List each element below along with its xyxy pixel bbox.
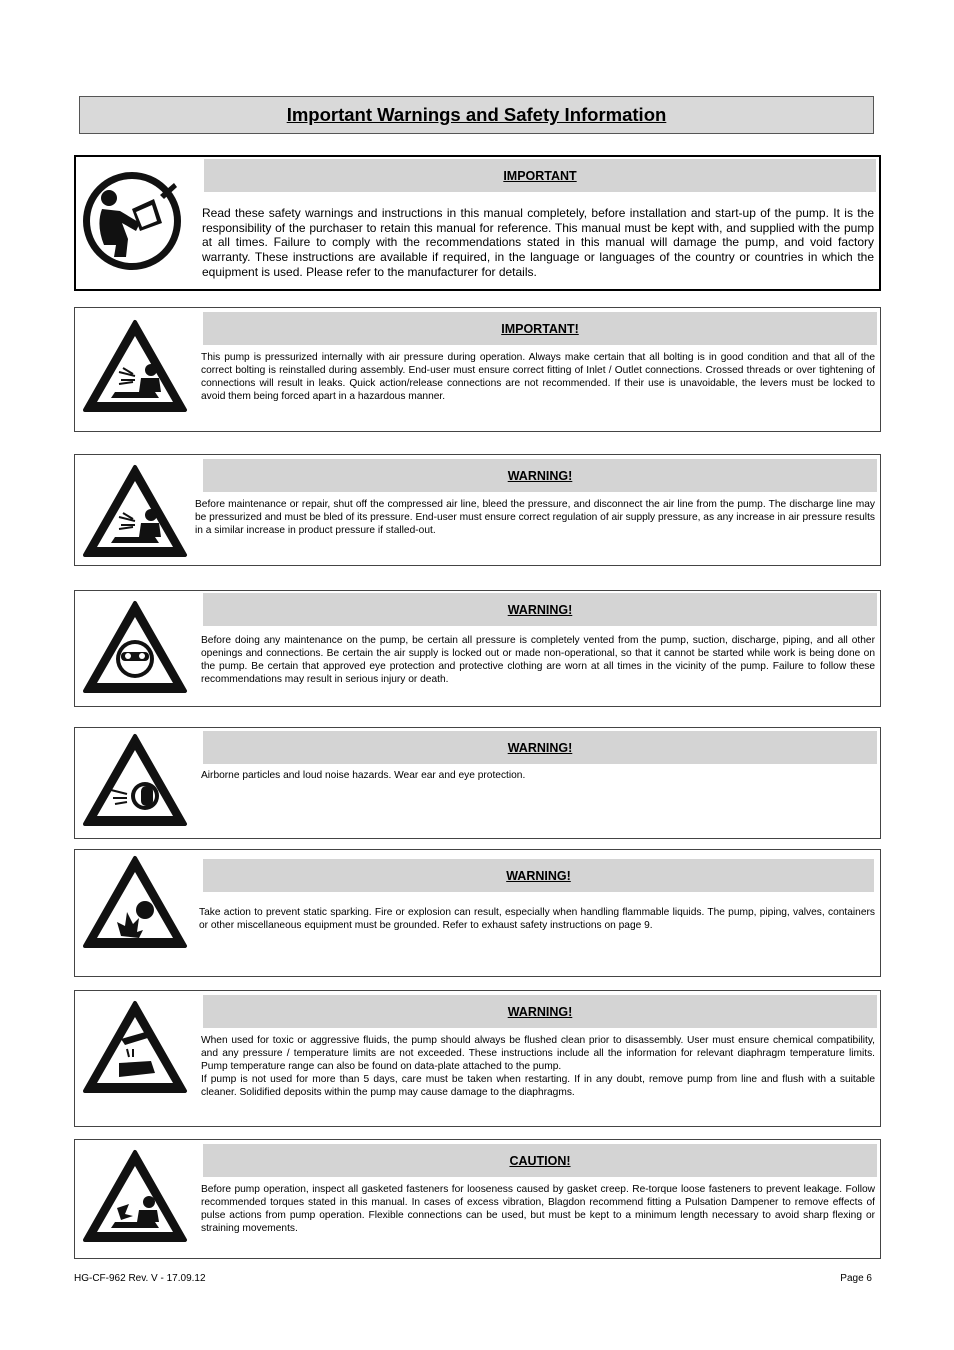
- section-heading: WARNING!: [506, 868, 571, 883]
- section-heading: IMPORTANT: [503, 168, 577, 183]
- pressure-spray-warning-icon: [81, 463, 189, 573]
- warning-toxic-section: [74, 990, 881, 1127]
- caution-fasteners-section: [74, 1139, 881, 1259]
- warning-static-section: [74, 849, 881, 977]
- read-manual-icon: [82, 165, 190, 275]
- section-text: Read these safety warnings and instructions in this manual completely, before installation and start-up of the pump. It is the responsibility of the purchaser to retain this manual for reference. This manual must be kept with, and supplied with the pump at all times. Failure to comply with the recommendations stated in this manual will damage the pump, and void factory warranty. These instructions are available if required, in the language or languages of the country or countries in which the equipment is used. Please refer to the manufacturer for details.: [202, 206, 874, 279]
- pressure-spray-warning-icon: [81, 318, 189, 428]
- page-title: Important Warnings and Safety Information: [286, 104, 667, 125]
- explosion-warning-icon: [81, 854, 189, 964]
- burst-hazard-warning-icon: [81, 1148, 189, 1258]
- section-heading-bar: [203, 1144, 877, 1177]
- important-manual-section: [74, 155, 881, 291]
- section-text: Before doing any maintenance on the pump, be certain all pressure is completely vented from the pump, suction, discharge, piping, and all other openings and connections. Be certain the air supply is locked out or made non-operational, so that it cannot be started while work is being done on the pump. Be certain that approved eye protection and protective clothing are worn at all times in the vicinity of the pump. Failure to follow these recommendations may result in serious injury or death.: [201, 635, 875, 685]
- section-heading-bar: [203, 593, 877, 626]
- section-text: This pump is pressurized internally with air pressure during operation. Always make certain that all bolting is in good condition and that all of the correct bolting is reinstalled during assembly. End-user must ensure correct fitting of Inlet / Outlet connections. Crossed threads or over tightening of connections will result in leaks. Quick action/release connections are not recommended. If their use is unavoidable, the levers must be locked to avoid them being forced apart in a hazardous manner.: [201, 352, 875, 402]
- section-heading: WARNING!: [507, 602, 573, 617]
- footer-doc-ref: HG-CF-962 Rev. V - 17.09.12: [74, 1273, 206, 1284]
- section-heading: IMPORTANT!: [501, 321, 579, 336]
- warning-eye-protection-section: [74, 590, 881, 707]
- important-pressure-section: [74, 307, 881, 432]
- section-heading: WARNING!: [507, 468, 573, 483]
- section-heading: CAUTION!: [509, 1153, 571, 1168]
- warning-noise-section: [74, 727, 881, 839]
- section-text: Before pump operation, inspect all gasketed fasteners for looseness caused by gasket creep. Re-torque loose fasteners to prevent leakage. Follow recommended torques stated in this manual. In cases of excess vibration, Blagdon recommend fitting a Pulsation Dampener to remove effects of pulse actions from pump operation. Flexible connections can be used, but must be kept to a minimum length necessary to avoid sharp flexing or straining movements.: [201, 1184, 875, 1234]
- section-heading-bar: [203, 459, 877, 492]
- corrosive-warning-icon: [81, 999, 189, 1109]
- section-heading-bar: [203, 995, 877, 1028]
- section-heading: WARNING!: [507, 1004, 573, 1019]
- section-text: Airborne particles and loud noise hazards. Wear ear and eye protection.: [201, 770, 526, 781]
- section-text: Take action to prevent static sparking. Fire or explosion can result, especially when handling flammable liquids. The pump, piping, valves, containers or other miscellaneous equipment must be grounded. Refer to exhaust safety instructions on page 9.: [199, 907, 875, 931]
- section-text-paragraph: If pump is not used for more than 5 days, care must be taken when restarting. If in any doubt, remove pump from line and flush with a suitable cleaner. Solidified deposits within the pump may cause damage to the diaphragms.: [201, 1074, 875, 1098]
- section-heading-bar: [204, 159, 876, 192]
- section-heading-bar: [203, 312, 877, 345]
- section-text: Before maintenance or repair, shut off the compressed air line, bleed the pressure, and disconnect the air line from the pump. The discharge line may be pressurized and must be bled of its pressure. End-user must ensure correct regulation of air supply pressure, as any increase in air pressure results in a similar increase in product pressure if stalled-out.: [195, 499, 875, 536]
- eye-protection-warning-icon: [81, 599, 189, 709]
- footer-page-number: Page 6: [840, 1273, 872, 1284]
- section-text-paragraph: When used for toxic or aggressive fluids, the pump should always be flushed clean prior to disassembly. User must ensure chemical compatibility, and any pressure / temperature limits are not exceeded. These instructions include all the information for relevant diaphragm temperature limits. Pump temperature range can also be found on data-plate attached to the pump.: [201, 1035, 875, 1072]
- section-heading: WARNING!: [507, 740, 573, 755]
- ear-eye-protection-warning-icon: [81, 732, 189, 842]
- section-heading-bar: [203, 859, 874, 892]
- page-title-bar: [79, 96, 874, 134]
- section-text: [201, 1034, 875, 1099]
- warning-maintenance-section: [74, 454, 881, 566]
- section-heading-bar: [203, 731, 877, 764]
